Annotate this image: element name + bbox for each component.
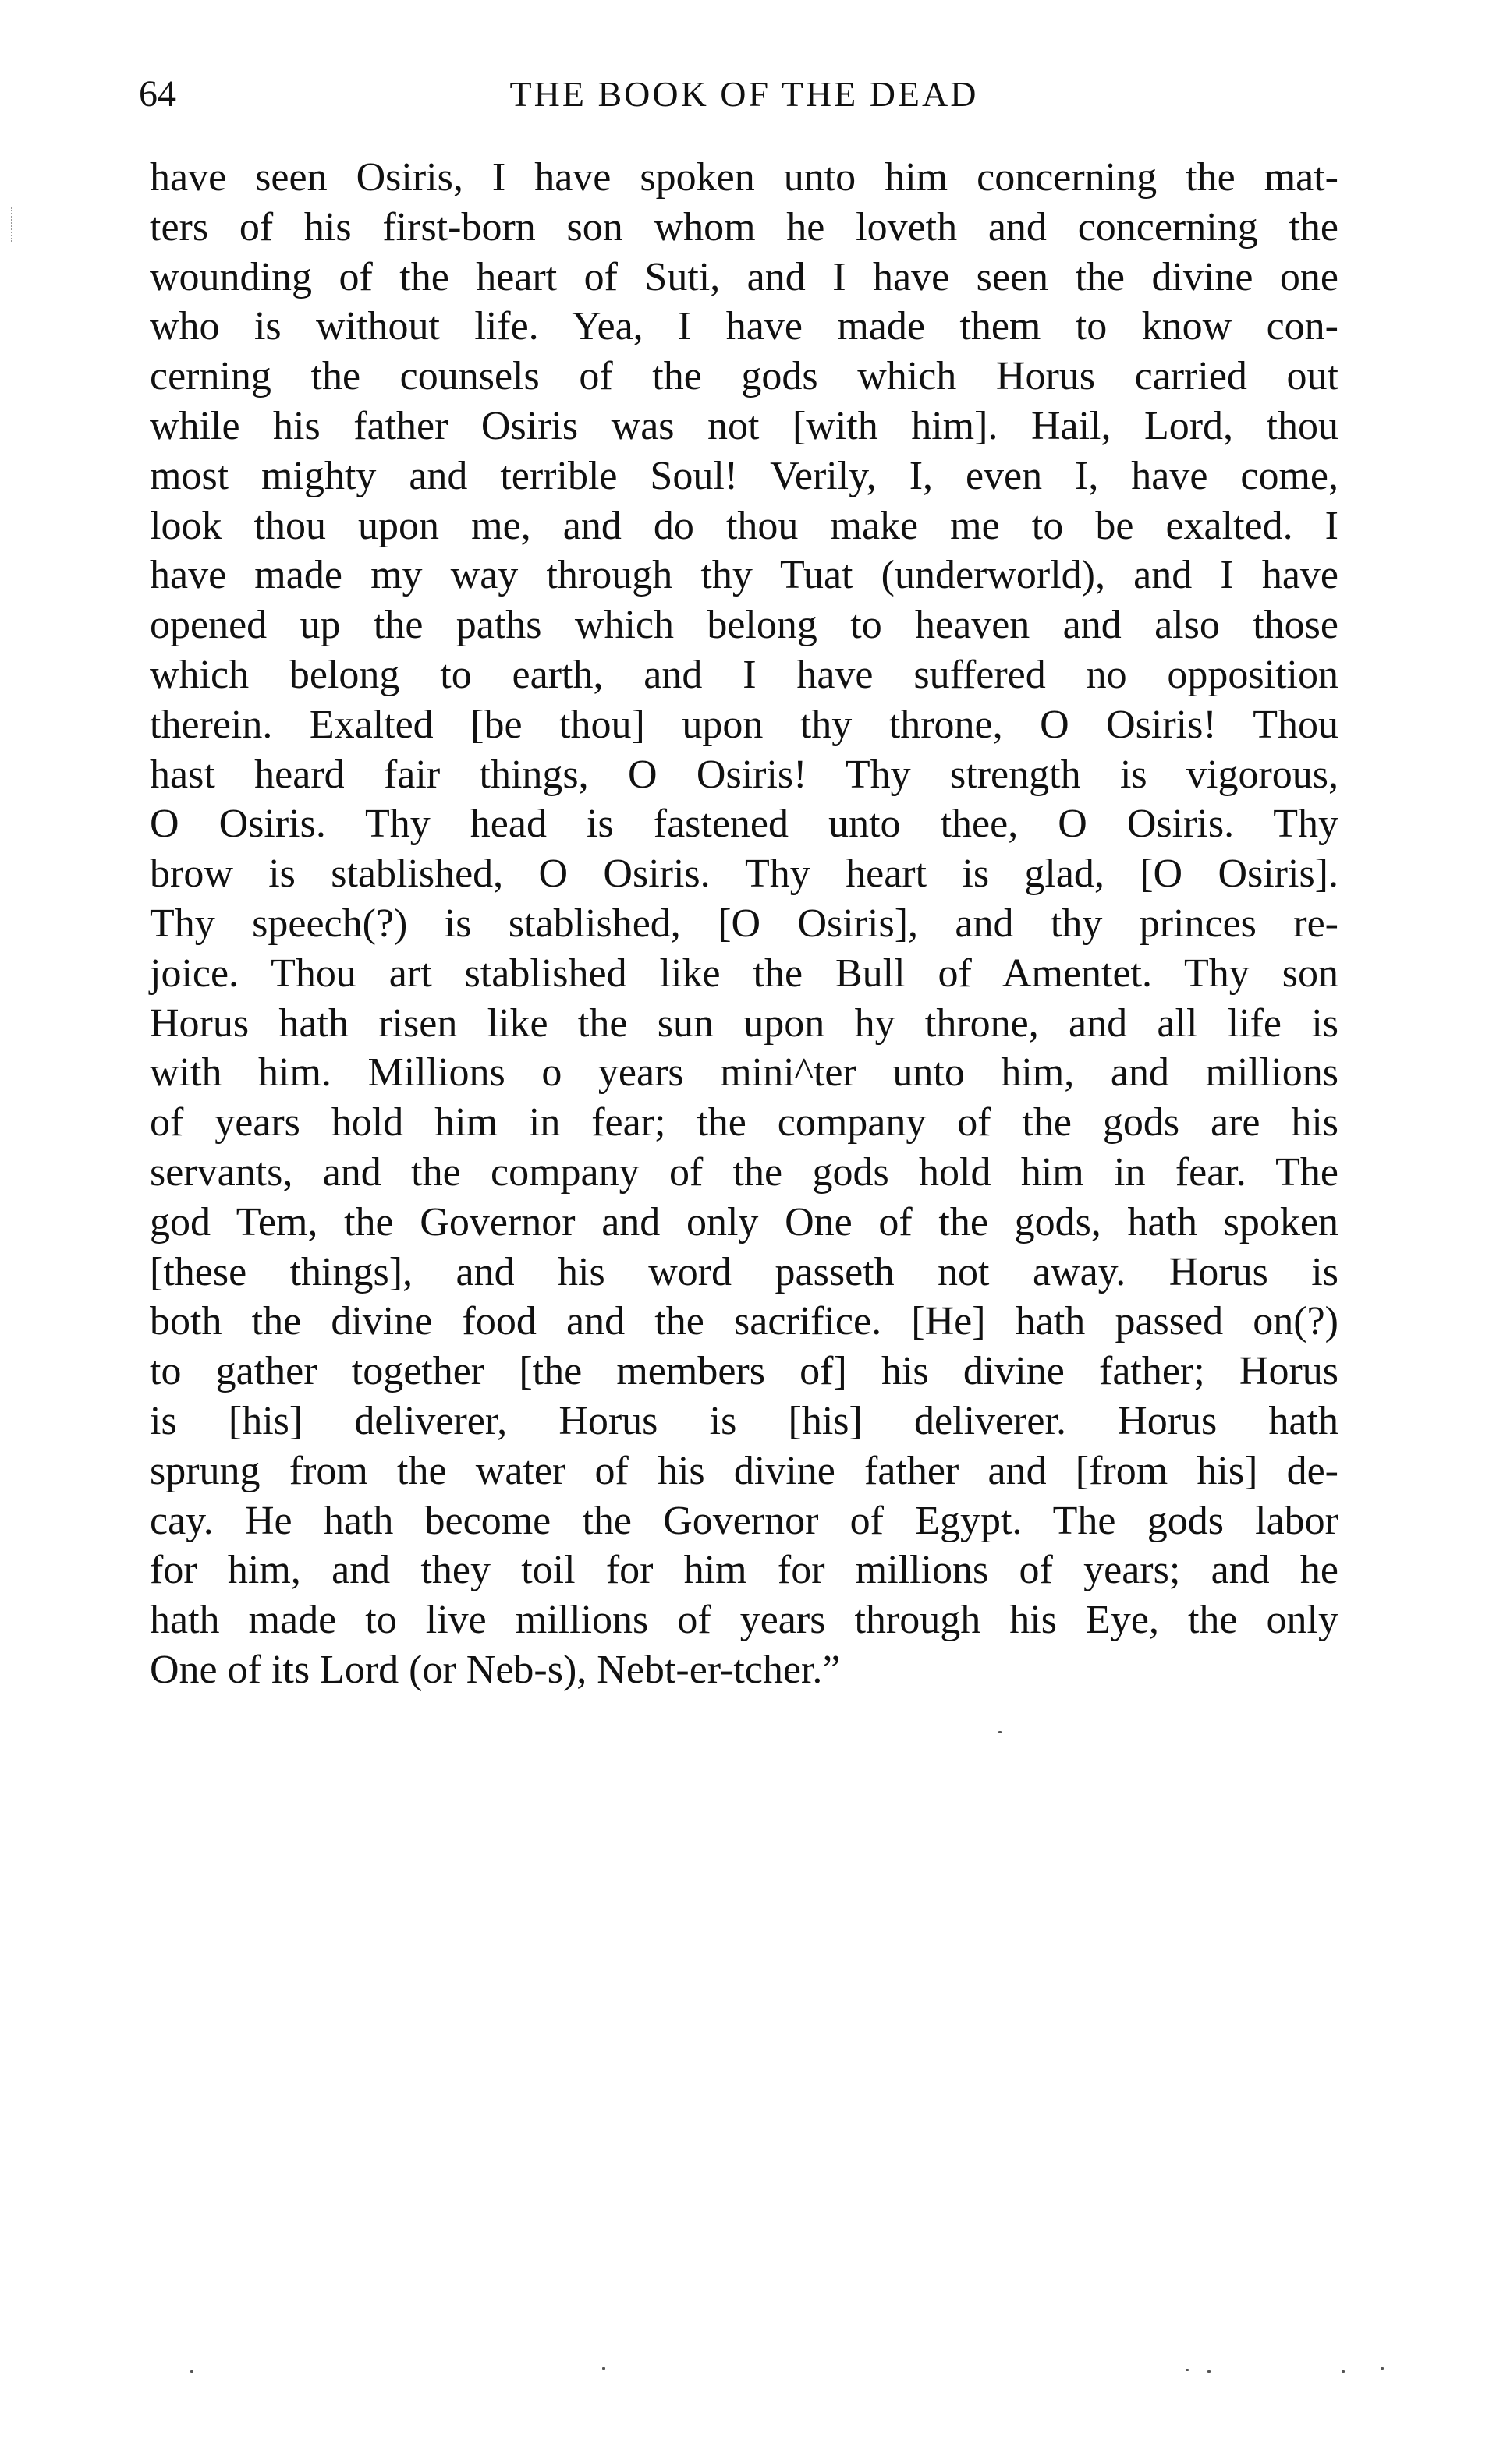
- text-line: sprung from the water of his divine father and [from his] de-: [150, 1448, 1338, 1493]
- text-line-last: One of its Lord (or Neb-s), Nebt-er-tcher.”: [150, 1647, 841, 1692]
- text-line: of years hold him in fear; the company of the gods are his: [150, 1100, 1338, 1145]
- text-line: is [his] deliverer, Horus is [his] deliverer. Horus hath: [150, 1398, 1338, 1443]
- text-line: which belong to earth, and I have suffered no opposition: [150, 652, 1338, 697]
- running-title: THE BOOK OF THE DEAD: [509, 74, 979, 114]
- text-line: both the divine food and the sacrifice. [He] hath passed on(?): [150, 1299, 1338, 1344]
- text-line: opened up the paths which belong to heaven and also those: [150, 603, 1338, 648]
- text-line: joice. Thou art stablished like the Bull of Amentet. Thy son: [150, 951, 1338, 996]
- margin-mark: [11, 207, 15, 242]
- text-line: have made my way through thy Tuat (underworld), and I have: [150, 553, 1338, 598]
- text-line: for him, and they toil for him for millions of years; and he: [150, 1548, 1338, 1593]
- text-line: [these things], and his word passeth not away. Horus is: [150, 1249, 1338, 1294]
- text-line: with him. Millions o years mini^ter unto him, and millions: [150, 1050, 1338, 1096]
- scan-speck: [602, 2367, 605, 2370]
- text-line: have seen Osiris, I have spoken unto him concerning the mat-: [150, 155, 1338, 200]
- text-line: Horus hath risen like the sun upon hy throne, and all life is: [150, 1000, 1338, 1046]
- text-line: who is without life. Yea, I have made them to know con-: [150, 304, 1338, 349]
- text-line: most mighty and terrible Soul! Verily, I, even I, have come,: [150, 453, 1338, 498]
- scan-speck: [190, 2370, 193, 2373]
- scan-speck: [1381, 2367, 1384, 2370]
- text-line: hath made to live millions of years through his Eye, the only: [150, 1598, 1338, 1643]
- text-line: cerning the counsels of the gods which Horus carried out: [150, 354, 1338, 399]
- text-line: Thy speech(?) is stablished, [O Osiris], and thy princes re-: [150, 901, 1338, 946]
- text-line: brow is stablished, O Osiris. Thy heart is glad, [O Osiris].: [150, 851, 1338, 897]
- body-text: [150, 153, 1338, 1695]
- text-line: cay. He hath become the Governor of Egypt. The gods labor: [150, 1498, 1338, 1543]
- text-line: wounding of the heart of Suti, and I have seen the divine one: [150, 254, 1338, 299]
- scan-speck: [1186, 2369, 1189, 2371]
- text-line: look thou upon me, and do thou make me to be exalted. I: [150, 503, 1338, 548]
- text-line: O Osiris. Thy head is fastened unto thee, O Osiris. Thy: [150, 802, 1338, 847]
- text-line: servants, and the company of the gods hold him in fear. The: [150, 1149, 1338, 1195]
- text-line: while his father Osiris was not [with him]. Hail, Lord, thou: [150, 403, 1338, 448]
- page-header: [139, 67, 1349, 122]
- text-line: to gather together [the members of] his divine father; Horus: [150, 1349, 1338, 1394]
- scan-speck: [1342, 2370, 1345, 2373]
- page-number: 64: [139, 73, 176, 115]
- text-line: ters of his first-born son whom he loveth and concerning the: [150, 204, 1338, 250]
- text-line: therein. Exalted [be thou] upon thy throne, O Osiris! Thou: [150, 702, 1338, 747]
- text-line: hast heard fair things, O Osiris! Thy strength is vigorous,: [150, 752, 1338, 797]
- scan-speck: [1207, 2370, 1211, 2373]
- scan-speck: [998, 1731, 1002, 1733]
- text-line: god Tem, the Governor and only One of the gods, hath spoken: [150, 1199, 1338, 1244]
